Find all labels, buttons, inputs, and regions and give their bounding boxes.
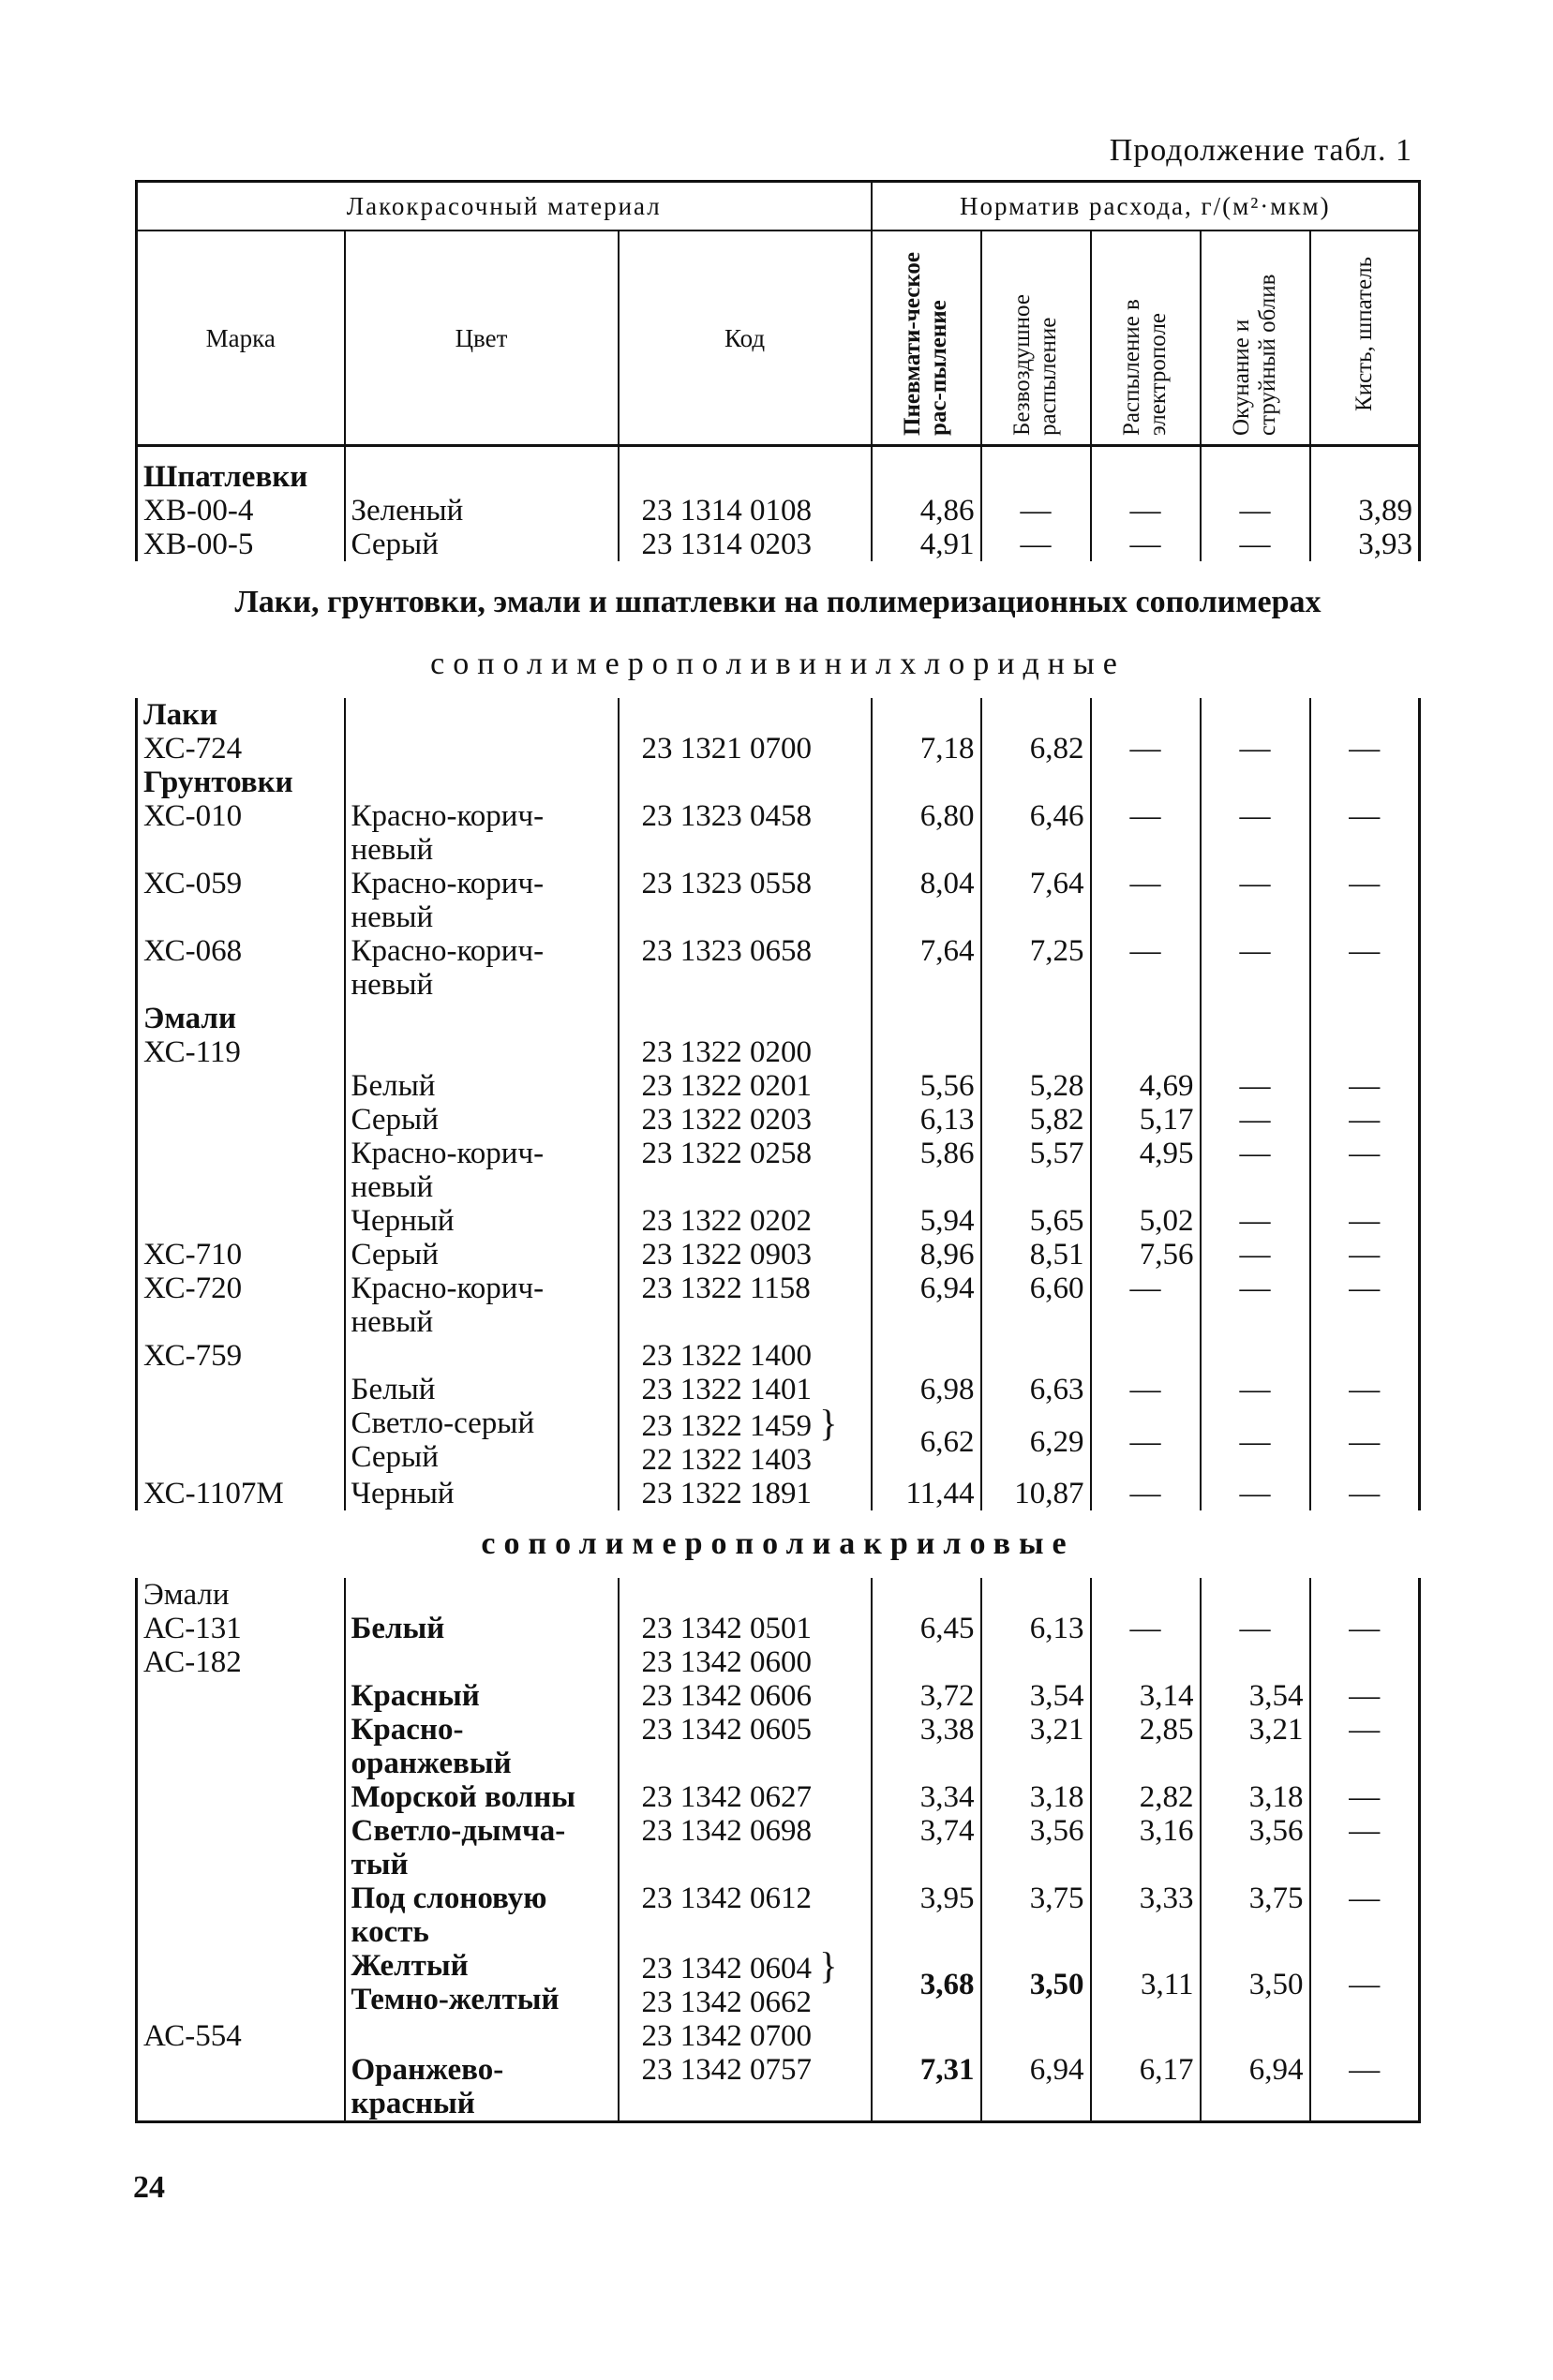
- table-row: [137, 1204, 1420, 1238]
- value-dip: [1201, 1645, 1310, 1679]
- code: 23 1322 1459: [641, 1409, 812, 1443]
- mark: ХС-759: [137, 1339, 345, 1373]
- color: Красно-корич-невый: [345, 934, 619, 1002]
- value-airless: [981, 1645, 1091, 1679]
- value-electro: —: [1091, 799, 1201, 867]
- value-dip: 3,18: [1201, 1780, 1310, 1814]
- value-airless: 8,51: [981, 1238, 1091, 1272]
- table-row: [137, 1137, 1420, 1204]
- value-dip: —: [1201, 732, 1310, 766]
- code: 23 1322 0203: [619, 1103, 872, 1137]
- code: 23 1314 0203: [619, 528, 872, 561]
- value-airless: [981, 1035, 1091, 1069]
- value-airless: 5,28: [981, 1069, 1091, 1103]
- value-airless: 3,54: [981, 1679, 1091, 1713]
- table-row: [137, 1713, 1420, 1780]
- mark: [137, 1713, 345, 1780]
- mark: [137, 1814, 345, 1882]
- table-row: [137, 1069, 1420, 1103]
- value-brush: [1310, 1645, 1420, 1679]
- value-brush: —: [1310, 1477, 1420, 1510]
- value-pneumatic: 4,86: [872, 494, 981, 528]
- mark: [137, 1373, 345, 1406]
- code: 23 1322 1400: [619, 1339, 872, 1373]
- code: 23 1322 0202: [619, 1204, 872, 1238]
- value-pneumatic: [872, 1035, 981, 1069]
- value-electro: 7,56: [1091, 1238, 1201, 1272]
- code: 22 1322 1403: [641, 1443, 812, 1477]
- mark: ХС-1107М: [137, 1477, 345, 1510]
- value-brush: —: [1310, 1679, 1420, 1713]
- color: Черный: [345, 1477, 619, 1510]
- group-label-lacquers: Лаки: [137, 698, 345, 732]
- value-brush: —: [1310, 1137, 1420, 1204]
- value-airless: 3,18: [981, 1780, 1091, 1814]
- color: Морской волны: [345, 1780, 619, 1814]
- value-pneumatic: 3,68: [872, 1949, 981, 2019]
- table-row: [137, 867, 1420, 934]
- code: 23 1342 0627: [619, 1780, 872, 1814]
- value-brush: —: [1310, 732, 1420, 766]
- color: Белый: [345, 1373, 619, 1406]
- value-brush: —: [1310, 1406, 1420, 1477]
- color: Красно-корич-невый: [345, 1137, 619, 1204]
- mark: ХС-119: [137, 1035, 345, 1069]
- value-brush: —: [1310, 867, 1420, 934]
- group-label-enamels-acrylic: Эмали: [137, 1578, 345, 1612]
- value-electro: —: [1091, 1272, 1201, 1339]
- table-row: [137, 494, 1420, 528]
- value-dip: —: [1201, 1272, 1310, 1339]
- value-electro: —: [1091, 1477, 1201, 1510]
- color: Под слоновую кость: [345, 1882, 619, 1949]
- table-row: [137, 1645, 1420, 1679]
- value-dip: 3,54: [1201, 1679, 1310, 1713]
- code: 23 1342 0700: [619, 2019, 872, 2053]
- color: Белый: [345, 1069, 619, 1103]
- code: 23 1342 0698: [619, 1814, 872, 1882]
- code: 23 1342 0600: [619, 1645, 872, 1679]
- value-pneumatic: 6,98: [872, 1373, 981, 1406]
- value-airless: 3,21: [981, 1713, 1091, 1780]
- mark: [137, 1069, 345, 1103]
- color: Серый: [351, 1440, 439, 1474]
- value-electro: —: [1091, 1406, 1201, 1477]
- mark: ХВ-00-5: [137, 528, 345, 561]
- table-row: [137, 1339, 1420, 1373]
- value-airless: 3,75: [981, 1882, 1091, 1949]
- value-dip: [1201, 1035, 1310, 1069]
- value-brush: —: [1310, 1713, 1420, 1780]
- value-pneumatic: 6,94: [872, 1272, 981, 1339]
- header-color: Цвет: [345, 231, 619, 446]
- table-continuation-caption: Продолжение табл. 1: [1109, 133, 1412, 168]
- value-airless: 6,94: [981, 2053, 1091, 2122]
- value-electro: [1091, 1645, 1201, 1679]
- value-electro: —: [1091, 867, 1201, 934]
- color: Серый: [345, 1238, 619, 1272]
- table-row: [137, 1035, 1420, 1069]
- code: 23 1323 0658: [619, 934, 872, 1002]
- value-pneumatic: [872, 1645, 981, 1679]
- page-number: 24: [133, 2170, 165, 2205]
- code: 23 1322 0903: [619, 1238, 872, 1272]
- value-airless: —: [981, 528, 1091, 561]
- value-pneumatic: [872, 1339, 981, 1373]
- value-dip: —: [1201, 1477, 1310, 1510]
- value-airless: —: [981, 494, 1091, 528]
- color: [345, 1035, 619, 1069]
- value-dip: 3,50: [1201, 1949, 1310, 2019]
- header-electro: Распыление в электрополе: [1119, 299, 1172, 436]
- value-dip: —: [1201, 1204, 1310, 1238]
- value-airless: 7,64: [981, 867, 1091, 934]
- value-pneumatic: 6,45: [872, 1612, 981, 1645]
- table-row: [137, 1679, 1420, 1713]
- value-electro: [1091, 1035, 1201, 1069]
- table-row: [137, 2053, 1420, 2122]
- code: 23 1342 0501: [619, 1612, 872, 1645]
- value-electro: 3,14: [1091, 1679, 1201, 1713]
- code: 23 1322 0258: [619, 1137, 872, 1204]
- value-airless: 5,82: [981, 1103, 1091, 1137]
- value-pneumatic: 3,95: [872, 1882, 981, 1949]
- value-dip: —: [1201, 1137, 1310, 1204]
- value-dip: [1201, 1339, 1310, 1373]
- value-dip: —: [1201, 799, 1310, 867]
- table-row: [137, 799, 1420, 867]
- value-brush: —: [1310, 1949, 1420, 2019]
- table-row: [137, 528, 1420, 561]
- value-pneumatic: 6,62: [872, 1406, 981, 1477]
- value-brush: —: [1310, 1373, 1420, 1406]
- mark: АС-182: [137, 1645, 345, 1679]
- value-brush: —: [1310, 799, 1420, 867]
- value-pneumatic: 6,13: [872, 1103, 981, 1137]
- subsection-acrylic: сополимерополиакриловые: [481, 1526, 1075, 1561]
- value-pneumatic: 3,38: [872, 1713, 981, 1780]
- color: Красно-корич-невый: [345, 799, 619, 867]
- mark: ХС-720: [137, 1272, 345, 1339]
- value-pneumatic: 5,86: [872, 1137, 981, 1204]
- value-brush: —: [1310, 1780, 1420, 1814]
- value-dip: —: [1201, 1612, 1310, 1645]
- code: 23 1342 0662: [641, 1986, 812, 2019]
- code: 23 1342 0612: [619, 1882, 872, 1949]
- value-brush: 3,89: [1310, 494, 1420, 528]
- mark: [137, 1103, 345, 1137]
- value-dip: —: [1201, 494, 1310, 528]
- value-electro: [1091, 1339, 1201, 1373]
- table-row: [137, 1373, 1420, 1406]
- mark: ХС-010: [137, 799, 345, 867]
- consumption-table: [135, 180, 1421, 2123]
- value-airless: 6,60: [981, 1272, 1091, 1339]
- value-electro: 4,95: [1091, 1137, 1201, 1204]
- value-electro: 5,02: [1091, 1204, 1201, 1238]
- value-pneumatic: 3,74: [872, 1814, 981, 1882]
- code: 23 1342 0605: [619, 1713, 872, 1780]
- value-airless: 6,82: [981, 732, 1091, 766]
- code: 23 1322 1891: [619, 1477, 872, 1510]
- value-dip: 3,56: [1201, 1814, 1310, 1882]
- value-dip: —: [1201, 1406, 1310, 1477]
- value-airless: 6,63: [981, 1373, 1091, 1406]
- value-brush: 3,93: [1310, 528, 1420, 561]
- table-row: Желтый Темно-желтый 23 1342 0604 } 23 1342 0662 3,68 3,50 3,11 3,50 —: [137, 1949, 1420, 2019]
- code: 23 1322 0200: [619, 1035, 872, 1069]
- value-electro: 4,69: [1091, 1069, 1201, 1103]
- value-brush: —: [1310, 1272, 1420, 1339]
- color: Черный: [345, 1204, 619, 1238]
- value-pneumatic: 6,80: [872, 799, 981, 867]
- value-electro: 3,16: [1091, 1814, 1201, 1882]
- mark: АС-131: [137, 1612, 345, 1645]
- value-electro: 2,82: [1091, 1780, 1201, 1814]
- value-brush: —: [1310, 1069, 1420, 1103]
- table-row: [137, 1103, 1420, 1137]
- color: Красный: [345, 1679, 619, 1713]
- value-pneumatic: 7,18: [872, 732, 981, 766]
- mark: [137, 1204, 345, 1238]
- color: Серый: [345, 528, 619, 561]
- value-brush: —: [1310, 1238, 1420, 1272]
- value-airless: 7,25: [981, 934, 1091, 1002]
- value-brush: —: [1310, 2053, 1420, 2122]
- mark: [137, 1882, 345, 1949]
- mark: ХС-068: [137, 934, 345, 1002]
- mark: ХС-724: [137, 732, 345, 766]
- header-norm-group: Норматив расхода, г/(м²·мкм): [872, 182, 1420, 231]
- value-airless: 3,50: [981, 1949, 1091, 2019]
- group-label-enamels-pvc: Эмали: [137, 1002, 345, 1035]
- section-title: Лаки, грунтовки, эмали и шпатлевки на полимеризационных сополимерах: [234, 585, 1322, 619]
- value-airless: 10,87: [981, 1477, 1091, 1510]
- color: Серый: [345, 1103, 619, 1137]
- mark: [137, 1780, 345, 1814]
- color: [345, 732, 619, 766]
- color: Оранжево-красный: [345, 2053, 619, 2122]
- value-pneumatic: 7,31: [872, 2053, 981, 2122]
- value-airless: 5,57: [981, 1137, 1091, 1204]
- color: Светло-дымча-тый: [345, 1814, 619, 1882]
- value-brush: [1310, 1035, 1420, 1069]
- value-pneumatic: 3,72: [872, 1679, 981, 1713]
- code: 23 1323 0458: [619, 799, 872, 867]
- subsection-pvc: сополимерополивинилхлоридные: [430, 647, 1126, 681]
- value-electro: —: [1091, 934, 1201, 1002]
- value-electro: 3,11: [1091, 1949, 1201, 2019]
- value-dip: —: [1201, 1103, 1310, 1137]
- value-dip: 3,75: [1201, 1882, 1310, 1949]
- color: Красно-корич-невый: [345, 1272, 619, 1339]
- color: Красно-корич-невый: [345, 867, 619, 934]
- table-row: [137, 1780, 1420, 1814]
- value-pneumatic: 7,64: [872, 934, 981, 1002]
- value-electro: —: [1091, 732, 1201, 766]
- value-electro: —: [1091, 1612, 1201, 1645]
- color: [345, 1645, 619, 1679]
- table-row: [137, 1612, 1420, 1645]
- value-pneumatic: 5,56: [872, 1069, 981, 1103]
- value-airless: 6,13: [981, 1612, 1091, 1645]
- value-electro: —: [1091, 494, 1201, 528]
- value-pneumatic: 8,96: [872, 1238, 981, 1272]
- value-brush: —: [1310, 1612, 1420, 1645]
- table-row: [137, 1814, 1420, 1882]
- header-brush: Кисть, шпатель: [1351, 256, 1377, 411]
- table-row: [137, 1477, 1420, 1510]
- mark: [137, 1679, 345, 1713]
- color: Красно-оранжевый: [345, 1713, 619, 1780]
- mark: ХС-710: [137, 1238, 345, 1272]
- value-airless: 6,46: [981, 799, 1091, 867]
- value-brush: —: [1310, 1814, 1420, 1882]
- group-label-primers: Грунтовки: [137, 766, 345, 799]
- value-dip: —: [1201, 934, 1310, 1002]
- value-airless: 3,56: [981, 1814, 1091, 1882]
- color: [345, 2019, 619, 2053]
- value-brush: —: [1310, 934, 1420, 1002]
- table-row: [137, 1272, 1420, 1339]
- code: 23 1322 1158: [619, 1272, 872, 1339]
- header-airless: Безвоздушное распыление: [1009, 294, 1062, 436]
- color: Светло-серый: [351, 1406, 535, 1440]
- code: 23 1321 0700: [619, 732, 872, 766]
- code: 23 1314 0108: [619, 494, 872, 528]
- mark: ХВ-00-4: [137, 494, 345, 528]
- value-electro: —: [1091, 528, 1201, 561]
- header-material-group: Лакокрасочный материал: [137, 182, 872, 231]
- code: 23 1322 1401: [619, 1373, 872, 1406]
- mark: АС-554: [137, 2019, 345, 2053]
- value-dip: —: [1201, 1069, 1310, 1103]
- code: 23 1322 0201: [619, 1069, 872, 1103]
- table-row: [137, 1882, 1420, 1949]
- value-pneumatic: 8,04: [872, 867, 981, 934]
- value-dip: 6,94: [1201, 2053, 1310, 2122]
- header-mark: Марка: [137, 231, 345, 446]
- header-dip: Окунание и струйный облив: [1229, 274, 1281, 436]
- value-brush: —: [1310, 1204, 1420, 1238]
- value-pneumatic: 3,34: [872, 1780, 981, 1814]
- value-electro: —: [1091, 1373, 1201, 1406]
- value-dip: 3,21: [1201, 1713, 1310, 1780]
- value-dip: —: [1201, 528, 1310, 561]
- color: Темно-желтый: [351, 1983, 560, 2016]
- value-electro: 5,17: [1091, 1103, 1201, 1137]
- value-airless: [981, 1339, 1091, 1373]
- value-electro: 2,85: [1091, 1713, 1201, 1780]
- code: 23 1342 0757: [619, 2053, 872, 2122]
- table-row: [137, 934, 1420, 1002]
- color: Белый: [345, 1612, 619, 1645]
- header-code: Код: [619, 231, 872, 446]
- table-row: Светло-серый Серый 23 1322 1459 } 22 1322 1403 6,62 6,29 — — —: [137, 1406, 1420, 1477]
- value-dip: —: [1201, 867, 1310, 934]
- value-pneumatic: 11,44: [872, 1477, 981, 1510]
- value-electro: 3,33: [1091, 1882, 1201, 1949]
- value-dip: —: [1201, 1238, 1310, 1272]
- value-brush: —: [1310, 1882, 1420, 1949]
- header-pneumatic: Пневмати-ческое рас-пыление: [900, 251, 952, 436]
- group-label-putty: Шпатлевки: [137, 460, 345, 494]
- code: 23 1342 0604: [641, 1952, 812, 1986]
- value-brush: —: [1310, 1103, 1420, 1137]
- table-row: [137, 1238, 1420, 1272]
- value-airless: 5,65: [981, 1204, 1091, 1238]
- value-pneumatic: 5,94: [872, 1204, 981, 1238]
- value-electro: 6,17: [1091, 2053, 1201, 2122]
- table-row: [137, 2019, 1420, 2053]
- color: Зеленый: [345, 494, 619, 528]
- mark: ХС-059: [137, 867, 345, 934]
- mark: [137, 1137, 345, 1204]
- color: [345, 1339, 619, 1373]
- value-pneumatic: 4,91: [872, 528, 981, 561]
- value-airless: 6,29: [981, 1406, 1091, 1477]
- code: 23 1323 0558: [619, 867, 872, 934]
- value-brush: [1310, 1339, 1420, 1373]
- value-dip: —: [1201, 1373, 1310, 1406]
- code: 23 1342 0606: [619, 1679, 872, 1713]
- color: Желтый: [351, 1949, 469, 1983]
- table-row: [137, 732, 1420, 766]
